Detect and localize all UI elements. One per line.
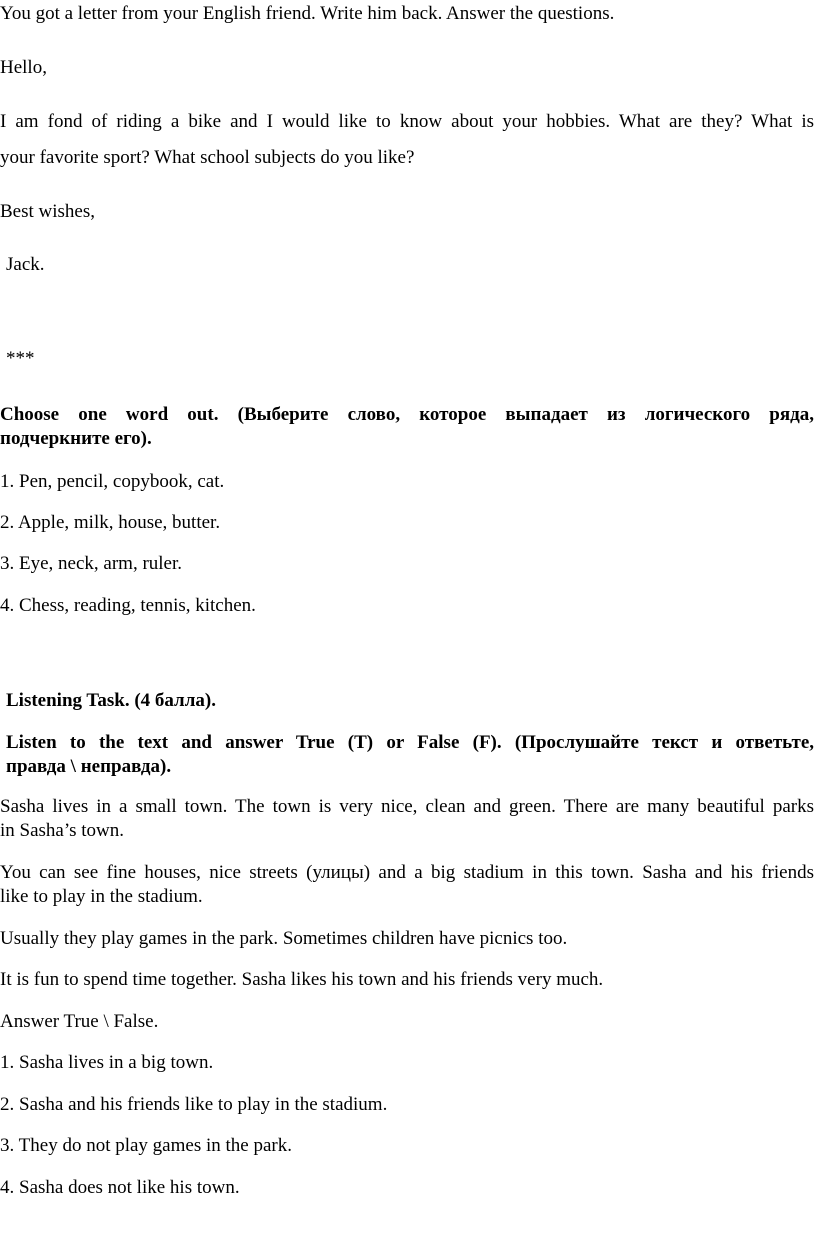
letter-body-line-2: your favorite sport? What school subjects do you like? [0,147,415,168]
listening-paragraph-2-line-1: You can see fine houses, nice streets (улицы) and a big stadium in this town. Sasha and his friends [0,862,814,883]
statement-3: 3. They do not play games in the park. [0,1135,292,1156]
listening-title: Listening Task. (4 балла). [6,690,216,711]
listening-paragraph-4: It is fun to spend time together. Sasha likes his town and his friends very much. [0,969,604,990]
odd-word-item-3: 3. Eye, neck, arm, ruler. [0,553,183,574]
listening-paragraph-2-line-2: like to play in the stadium. [0,886,203,907]
odd-word-heading-line-2: подчеркните его). [0,428,152,449]
letter-body-line-1: I am fond of riding a bike and I would like to know about your hobbies. What are they? What is [0,111,814,132]
section-separator: *** [6,348,35,369]
statement-4: 4. Sasha does not like his town. [0,1177,240,1198]
listening-paragraph-3: Usually they play games in the park. Sometimes children have picnics too. [0,928,568,949]
odd-word-item-2: 2. Apple, milk, house, butter. [0,512,221,533]
statement-2: 2. Sasha and his friends like to play in the stadium. [0,1094,388,1115]
letter-instruction: You got a letter from your English friend. Write him back. Answer the questions. [0,3,615,24]
letter-closing: Best wishes, [0,201,95,222]
answer-prompt: Answer True \ False. [0,1011,159,1032]
odd-word-heading-line-1: Choose one word out. (Выберите слово, которое выпадает из логического ряда, [0,404,814,425]
listening-paragraph-1-line-1: Sasha lives in a small town. The town is very nice, clean and green. There are many beautiful parks [0,796,814,817]
statement-1: 1. Sasha lives in a big town. [0,1052,214,1073]
letter-signature: Jack. [6,254,45,275]
odd-word-item-4: 4. Chess, reading, tennis, kitchen. [0,595,256,616]
listening-instruction-line-1: Listen to the text and answer True (T) or False (F). (Прослушайте текст и ответьте, [6,732,814,753]
listening-paragraph-1-line-2: in Sasha’s town. [0,820,125,841]
letter-greeting: Hello, [0,57,47,78]
odd-word-item-1: 1. Pen, pencil, copybook, cat. [0,471,225,492]
listening-instruction-line-2: правда \ неправда). [6,756,172,777]
